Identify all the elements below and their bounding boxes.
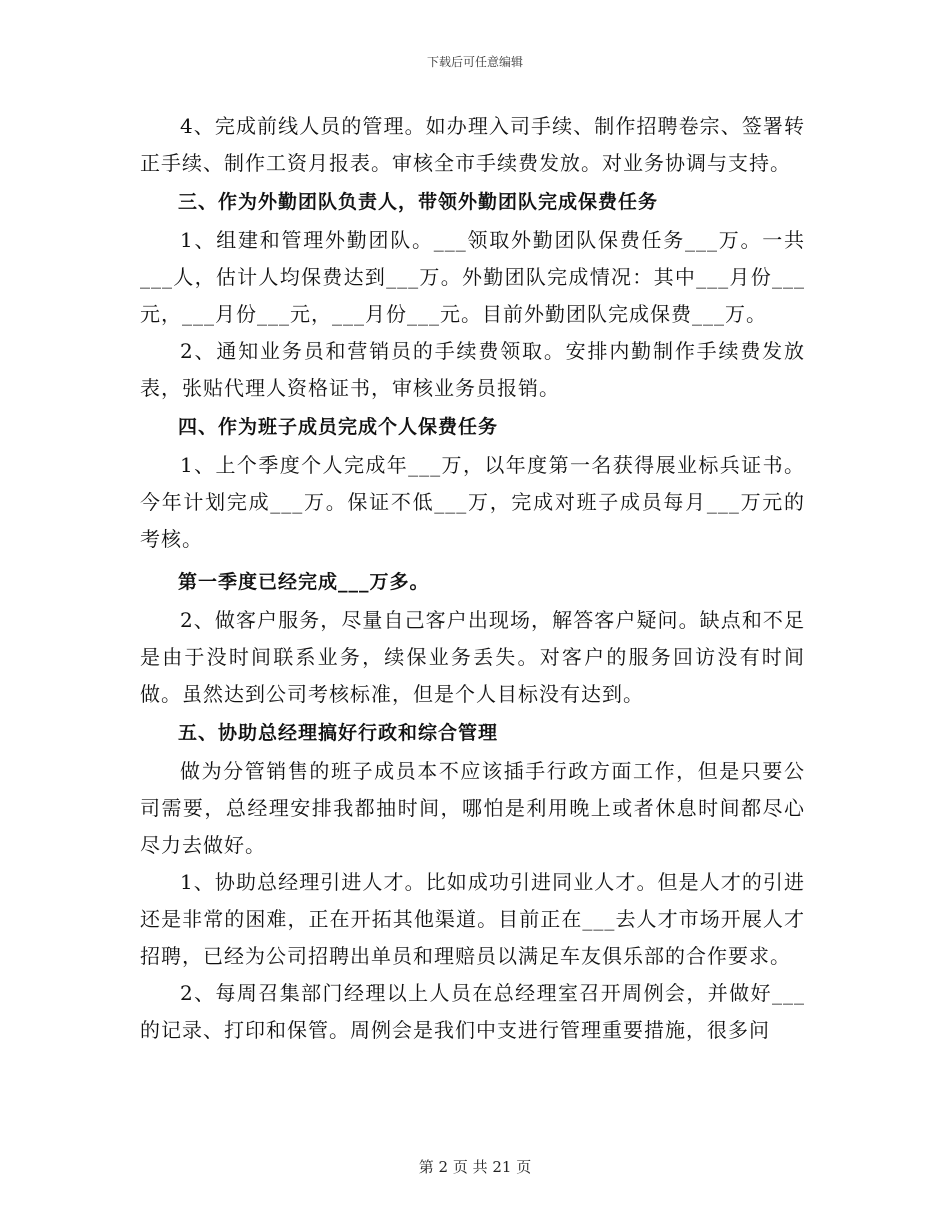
paragraph-commission-notice: 2、通知业务员和营销员的手续费领取。安排内勤制作手续费发放表，张贴代理人资格证书，审核业务员报销。 <box>140 339 805 400</box>
paragraph-admin-support: 做为分管销售的班子成员本不应该插手行政方面工作，但是只要公司需要，总经理安排我都抽时间，哪怕是利用晚上或者休息时间都尽心尽力去做好。 <box>140 759 805 857</box>
page-header-note: 下载后可任意编辑 <box>426 55 523 69</box>
paragraph-weekly-meeting: 2、每周召集部门经理以上人员在总经理室召开周例会，并做好___的记录、打印和保管。周例会是我们中支进行管理重要措施，很多问 <box>140 981 805 1042</box>
section-heading-3: 三、作为外勤团队负责人，带领外勤团队完成保费任务 <box>178 191 659 213</box>
paragraph-item4-frontline-management: 4、完成前线人员的管理。如办理入司手续、制作招聘卷宗、签署转正手续、制作工资月报表。审核全市手续费发放。对业务协调与支持。 <box>140 114 805 175</box>
paragraph-build-field-team: 1、组建和管理外勤团队。___领取外勤团队保费任务___万。一共___人，估计人均保费达到___万。外勤团队完成情况：其中___月份___元，___月份___元，___月份___元。目前外勤团队完成保费___万。 <box>140 228 805 326</box>
paragraph-customer-service: 2、做客户服务，尽量自己客户出现场，解答客户疑问。缺点和不足是由于没时间联系业务，续保业务丢失。对客户的服务回访没有时间做。虽然达到公司考核标准，但是个人目标没有达到。 <box>140 608 805 706</box>
bold-line-first-quarter: 第一季度已经完成___万多。 <box>178 571 430 593</box>
document-body <box>140 108 805 1049</box>
page-number-footer: 第 2 页 共 21 页 <box>418 1158 532 1176</box>
paragraph-personal-premium: 1、上个季度个人完成年___万，以年度第一名获得展业标兵证书。今年计划完成___万。保证不低___万，完成对班子成员每月___万元的考核。 <box>140 453 805 551</box>
paragraph-talent-recruitment: 1、协助总经理引进人才。比如成功引进同业人才。但是人才的引进还是非常的困难，正在开拓其他渠道。目前正在___去人才市场开展人才招聘，已经为公司招聘出单员和理赔员以满足车友俱乐部的合作要求。 <box>140 870 805 968</box>
section-heading-5: 五、协助总经理搞好行政和综合管理 <box>178 722 499 744</box>
section-heading-4: 四、作为班子成员完成个人保费任务 <box>178 416 499 438</box>
